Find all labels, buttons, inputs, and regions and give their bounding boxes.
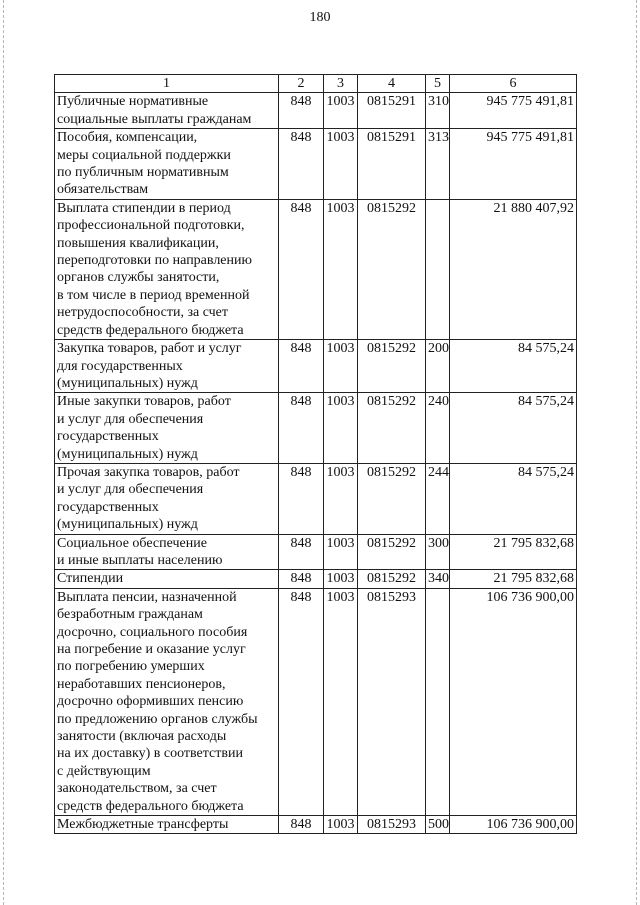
amount: 945 775 491,81 [450,93,577,129]
table-row [55,199,577,339]
section-code: 1003 [324,588,358,815]
column-header: 6 [450,75,577,93]
ministry-code: 848 [279,93,324,129]
expense-type-code: 200 [426,340,450,393]
column-header: 5 [426,75,450,93]
column-header: 4 [358,75,426,93]
ministry-code: 848 [279,534,324,570]
expense-type-code [426,199,450,339]
table-row [55,816,577,834]
expense-type-code [426,588,450,815]
row-name: Стипендии [55,570,279,588]
expense-type-code: 244 [426,463,450,534]
amount: 84 575,24 [450,393,577,464]
scan-edge-left [3,0,4,905]
row-name: Закупка товаров, работ и услуг для государственных (муниципальных) нужд [55,340,279,393]
ministry-code: 848 [279,393,324,464]
amount: 106 736 900,00 [450,816,577,834]
target-article-code: 0815293 [358,816,426,834]
row-name: Межбюджетные трансферты [55,816,279,834]
table-row [55,340,577,393]
row-name: Пособия, компенсации, меры социальной поддержки по публичным нормативным обязательствам [55,129,279,200]
amount: 21 795 832,68 [450,570,577,588]
row-name: Социальное обеспечение и иные выплаты населению [55,534,279,570]
ministry-code: 848 [279,570,324,588]
expense-type-code: 300 [426,534,450,570]
target-article-code: 0815293 [358,588,426,815]
target-article-code: 0815292 [358,463,426,534]
ministry-code: 848 [279,129,324,200]
target-article-code: 0815291 [358,129,426,200]
section-code: 1003 [324,816,358,834]
ministry-code: 848 [279,816,324,834]
target-article-code: 0815292 [358,199,426,339]
section-code: 1003 [324,199,358,339]
column-header: 1 [55,75,279,93]
table-row [55,570,577,588]
expense-type-code: 500 [426,816,450,834]
expense-type-code: 310 [426,93,450,129]
section-code: 1003 [324,570,358,588]
amount: 21 795 832,68 [450,534,577,570]
target-article-code: 0815292 [358,534,426,570]
amount: 21 880 407,92 [450,199,577,339]
section-code: 1003 [324,393,358,464]
ministry-code: 848 [279,588,324,815]
row-name: Выплата стипендии в период профессиональной подготовки, повышения квалификации, переподготовки по направлению органов службы занятости, в том числе в период временной нетрудоспособности, за счет средств федерального бюджета [55,199,279,339]
expense-type-code: 313 [426,129,450,200]
section-code: 1003 [324,129,358,200]
row-name: Иные закупки товаров, работ и услуг для обеспечения государственных (муниципальных) нужд [55,393,279,464]
row-name: Публичные нормативные социальные выплаты гражданам [55,93,279,129]
section-code: 1003 [324,534,358,570]
table-row [55,534,577,570]
section-code: 1003 [324,93,358,129]
table-row [55,588,577,815]
section-code: 1003 [324,340,358,393]
amount: 84 575,24 [450,463,577,534]
section-code: 1003 [324,463,358,534]
row-name: Прочая закупка товаров, работ и услуг для обеспечения государственных (муниципальных) нужд [55,463,279,534]
column-header: 3 [324,75,358,93]
target-article-code: 0815291 [358,93,426,129]
header-row [55,75,577,93]
table-row [55,463,577,534]
ministry-code: 848 [279,199,324,339]
scan-edge-right [636,0,637,905]
table-row [55,93,577,129]
expense-type-code: 240 [426,393,450,464]
table-row [55,129,577,200]
page-number: 180 [309,10,331,25]
ministry-code: 848 [279,340,324,393]
amount: 106 736 900,00 [450,588,577,815]
target-article-code: 0815292 [358,340,426,393]
amount: 84 575,24 [450,340,577,393]
expense-type-code: 340 [426,570,450,588]
amount: 945 775 491,81 [450,129,577,200]
ministry-code: 848 [279,463,324,534]
row-name: Выплата пенсии, назначенной безработным гражданам досрочно, социального пособия на погребение и оказание услуг по погребению умерших неработавших пенсионеров, досрочно оформивших пенсию по предложению органов службы занятости (включая расходы на их доставку) в соответствии с действующим законодательством, за счет средств федерального бюджета [55,588,279,815]
target-article-code: 0815292 [358,393,426,464]
table-row [55,393,577,464]
column-header: 2 [279,75,324,93]
budget-table [54,74,577,834]
target-article-code: 0815292 [358,570,426,588]
